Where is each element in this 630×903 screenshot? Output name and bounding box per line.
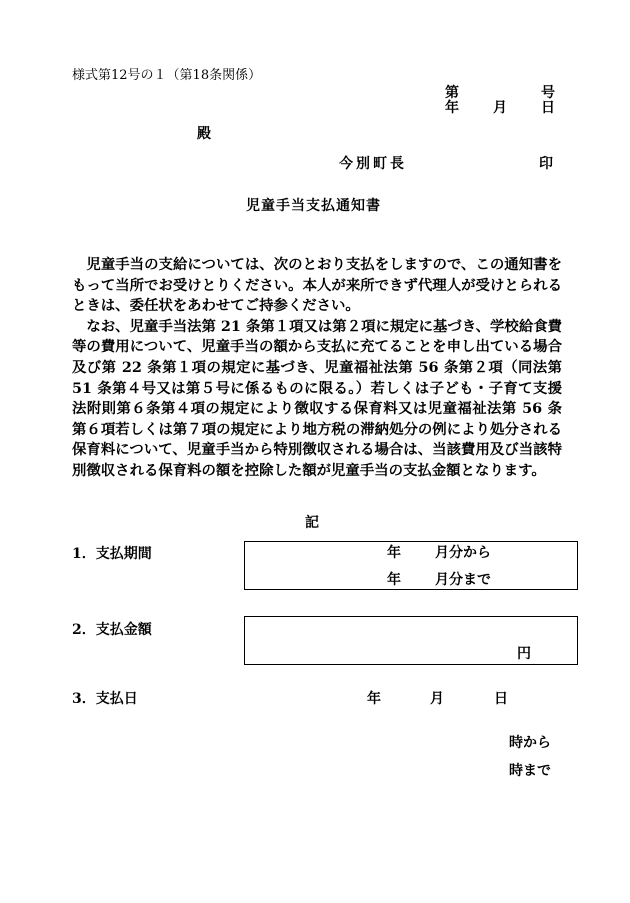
ki-heading: 記 — [305, 515, 319, 531]
seal-mark: 印 — [539, 156, 553, 172]
document-number-suffix: 号 — [541, 85, 555, 101]
body-paragraph-deduction: なお、児童手当法第 21 条第１項又は第２項に規定に基づき、学校給食費等の費用について、児童手当の額から支払に充てることを申し出ている場合及び第 22 条第１項の規定に基づき、児童福祉法第 56 条第２項（同法第 51 条第４号又は第５号に係るものに限る。）若しくは子ども・子育て支援法附則第６条第４項の規定により徴収する保育料又は児童福祉法第 56 条第６項若しくは第７項の規定により地方税の滞納処分の例により処分される保育料について、児童手当から特別徴収される場合は、当該費用及び当該特別徴収される保育料の額を控除した額が児童手当の支払金額となります。 — [72, 317, 562, 479]
document-number-prefix: 第 — [445, 85, 459, 101]
payment-date-label: 3．支払日 — [72, 691, 138, 707]
issuer-name: 今別町長 — [339, 156, 407, 172]
payment-amount-box — [244, 616, 578, 665]
form-number: 様式第12号の１（第18条関係） — [72, 68, 262, 83]
period-from-month: 月分から — [435, 545, 491, 561]
amount-unit: 円 — [517, 646, 531, 662]
period-to-month: 月分まで — [435, 572, 491, 588]
addressee-suffix: 殿 — [197, 126, 211, 142]
payment-amount-label: 2．支払金額 — [72, 622, 152, 638]
payment-period-label: 1．支払期間 — [72, 546, 152, 562]
document-title: 児童手当支払通知書 — [246, 198, 381, 214]
payment-date-month: 月 — [430, 691, 444, 707]
issue-date-year: 年 — [445, 100, 459, 116]
payment-time-from: 時から — [509, 735, 551, 751]
notice-body — [72, 255, 562, 482]
payment-time-to: 時まで — [509, 763, 551, 779]
issue-date-day: 日 — [541, 100, 555, 116]
payment-date-year: 年 — [367, 691, 381, 707]
body-paragraph-payment: 児童手当の支給については、次のとおり支払をしますので、この通知書をもって当所でお受けとりください。本人が来所できず代理人が受けとられるときは、委任状をあわせてご持参ください。 — [72, 256, 562, 315]
period-to-year: 年 — [387, 572, 401, 588]
payment-date-day: 日 — [494, 691, 508, 707]
issue-date-month: 月 — [493, 100, 507, 116]
payment-period-box — [244, 541, 578, 590]
period-from-year: 年 — [387, 545, 401, 561]
